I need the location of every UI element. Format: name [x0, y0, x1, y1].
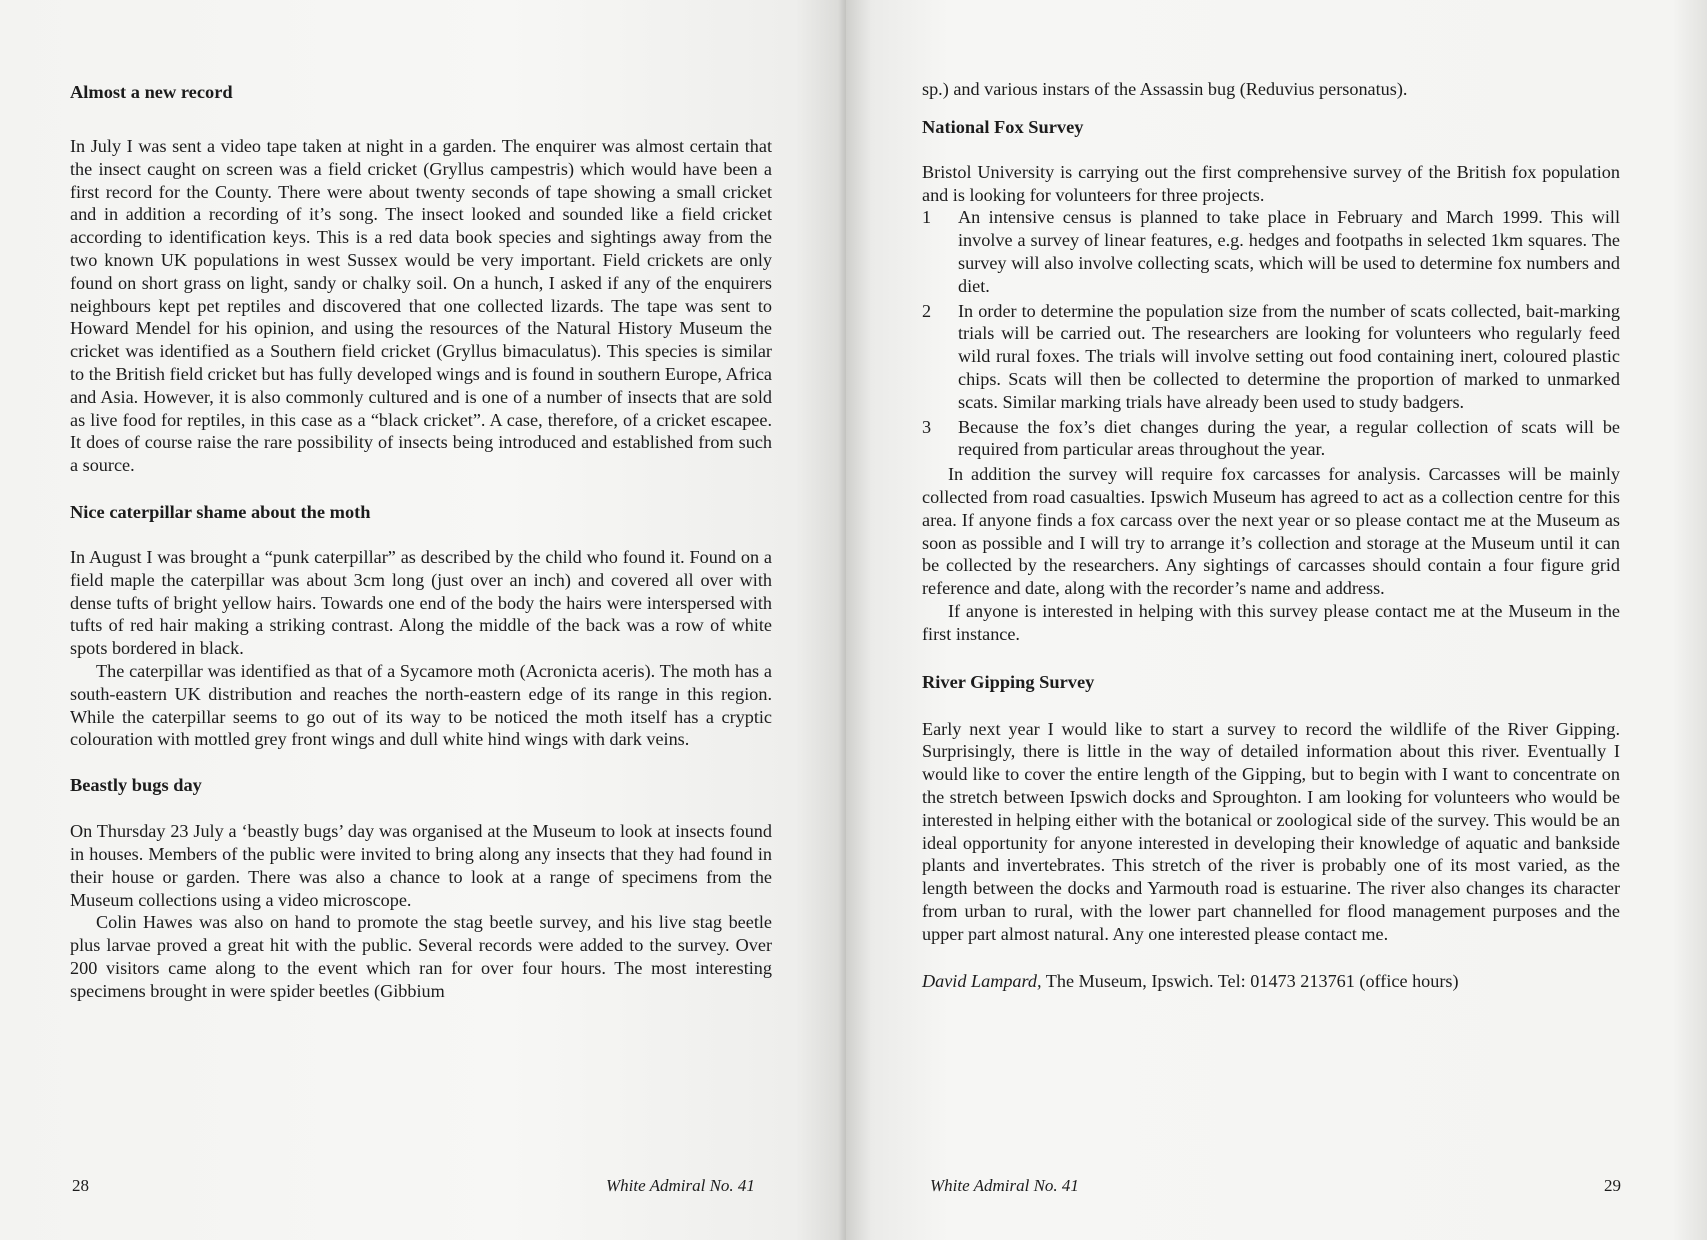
- right-footer-page-number: 29: [1604, 1176, 1621, 1195]
- left-page-column: [70, 80, 772, 1003]
- paragraph-gipping: Early next year I would like to start a survey to record the wildlife of the River Gipping. Surprisingly, there is little in the way of detailed information about this river. Eventually I would like to cover the entire length of the Gipping, but to begin with I want to concentrate on the stretch between Ipswich docks and Sproughton. I am looking for volunteers who would be interested in helping either with the botanical or zoological side of the survey. This would be an ideal opportunity for anyone interested in developing their knowledge of aquatic and bankside plants and invertebrates. This stretch of the river is probably one of its most varied, as the length between the docks and Yarmouth road is estuarine. The river also changes its character from urban to rural, with the lower part channelled for flood management purposes and the upper part almost natural. Any one interested please contact me.: [922, 718, 1620, 944]
- paragraph-caterpillar-found: In August I was brought a “punk caterpillar” as described by the child who found it. Found on a field maple the caterpillar was about 3cm long (just over an inch) and covered all over with dense tufts of bright yellow hairs. Towards one end of the body the hairs were interspersed with tufts of red hair making a striking contrast. Along the middle of the back was a row of white spots bordered in black.: [70, 546, 772, 659]
- paragraph-beastly-bugs-day: On Thursday 23 July a ‘beastly bugs’ day was organised at the Museum to look at insects found in houses. Members of the public were invited to bring along any insects that they had found in their house or garden. There was also a chance to look at a range of specimens from the Museum collections using a video microscope.: [70, 821, 772, 910]
- heading-river-gipping-survey: River Gipping Survey: [922, 671, 1095, 692]
- signature-name: David Lampard,: [922, 970, 1042, 991]
- left-page: [0, 0, 846, 1240]
- heading-national-fox-survey: National Fox Survey: [922, 116, 1084, 137]
- paragraph-fox-intro: Bristol University is carrying out the first comprehensive survey of the British fox population and is looking for volunteers for three projects.: [922, 161, 1620, 205]
- heading-nice-caterpillar: Nice caterpillar shame about the moth: [70, 501, 371, 522]
- list-item: 3 Because the fox’s diet changes during the year, a regular collection of scats will be required from particular areas throughout the year.: [922, 416, 1620, 460]
- paragraph-continuation: sp.) and various instars of the Assassin bug (Reduvius personatus).: [922, 79, 1408, 99]
- heading-beastly-bugs: Beastly bugs day: [70, 775, 202, 796]
- paragraph-colin-hawes: Colin Hawes was also on hand to promote the stag beetle survey, and his live stag beetle plus larvae proved a great hit with the public. Several records were added to the survey. Over 200 visitors came along to the event which ran for over four hours. The most interesting specimens brought in were spider beetles (Gibbium: [70, 912, 772, 1001]
- fox-survey-projects-list: [922, 206, 1620, 461]
- paragraph-cricket: In July I was sent a video tape taken at night in a garden. The enquirer was almost certain that the insect caught on screen was a field cricket (Gryllus campestris) which would have been a first record for the County. There were about twenty seconds of tape showing a small cricket and in addition a recording of it’s song. The insect looked and sounded like a field cricket according to identification keys. This is a red data book species and sightings away from the two known UK populations in west Sussex would be very important. Field crickets are only found on short grass on light, sandy or chalky soil. On a hunch, I asked if any of the enquirers neighbours kept pet reptiles and discovered that one collected lizards. The tape was sent to Howard Mendel for his opinion, and using the resources of the Natural History Museum the cricket was identified as a Southern field cricket (Gryllus bimaculatus). This species is similar to the British field cricket but has fully developed wings and is found in southern Europe, Africa and Asia. However, it is also commonly cultured and is one of a number of insects that are sold as live food for reptiles, in this case as a “black cricket”. A case, therefore, of a cricket escapee. It does of course raise the rare possibility of insects being introduced and established from such a source.: [70, 136, 772, 476]
- paragraph-fox-contact: If anyone is interested in helping with this survey please contact me at the Museum in the first instance.: [922, 600, 1620, 644]
- right-page-column: [922, 78, 1620, 992]
- heading-almost-new-record: Almost a new record: [70, 82, 233, 102]
- signature-contact: The Museum, Ipswich. Tel: 01473 213761 (office hours): [1045, 970, 1459, 991]
- paragraph-fox-carcasses: In addition the survey will require fox carcasses for analysis. Carcasses will be mainly collected from road casualties. Ipswich Museum has agreed to act as a collection centre for this area. If anyone finds a fox carcass over the next year or so please contact me at the Museum as soon as possible and I will try to arrange it’s collection and storage at the Museum until it can be collected by the researchers. Any sightings of carcasses should contain a four figure grid reference and date, along with the recorder’s name and address.: [922, 464, 1620, 599]
- signature-line: [922, 970, 1620, 993]
- paragraph-caterpillar-identified: The caterpillar was identified as that of a Sycamore moth (Acronicta aceris). The moth has a south-eastern UK distribution and reaches the north-eastern edge of its range in this region. While the caterpillar seems to go out of its way to be noticed the moth itself has a cryptic colouration with mottled grey front wings and dull white hind wings with dark veins.: [70, 660, 772, 750]
- left-footer-page-number: 28: [72, 1176, 89, 1195]
- right-footer-running-title: White Admiral No. 41: [930, 1176, 1079, 1195]
- list-item: 2 In order to determine the population size from the number of scats collected, bait-marking trials will be carried out. The researchers are looking for volunteers who regularly feed wild rural foxes. The trials will involve setting out food containing inert, coloured plastic chips. Scats will then be collected to determine the proportion of marked to unmarked scats. Similar marking trials have already been used to study badgers.: [922, 300, 1620, 412]
- left-footer-running-title: White Admiral No. 41: [606, 1176, 755, 1195]
- list-item: 1 An intensive census is planned to take place in February and March 1999. This will involve a survey of linear features, e.g. hedges and footpaths in selected 1km squares. The survey will also involve collecting scats, which will be used to determine fox numbers and diet.: [922, 207, 1620, 296]
